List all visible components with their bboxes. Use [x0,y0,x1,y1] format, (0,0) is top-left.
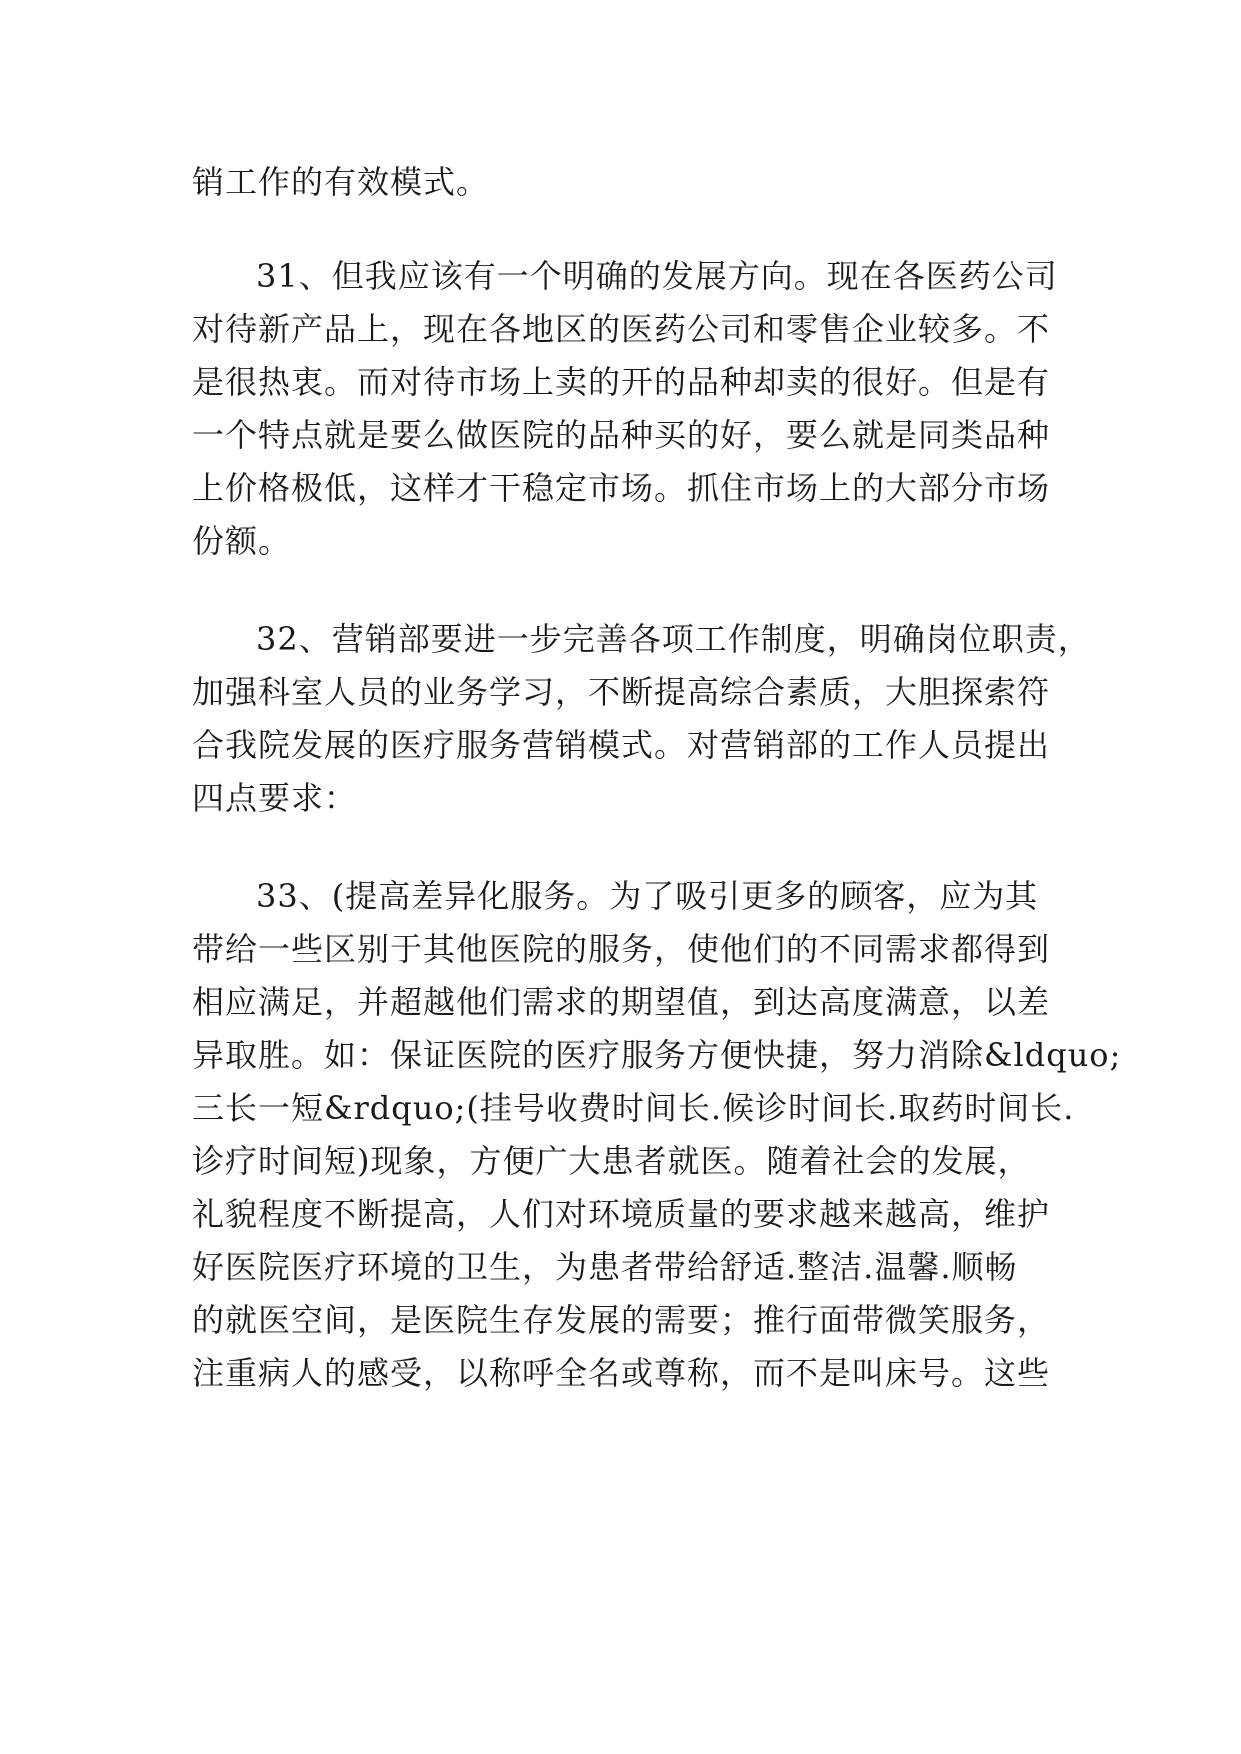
paragraph-31-line-3: 是很热衷。而对待市场上卖的开的品种却卖的很好。但是有 [192,363,1051,401]
paragraph-30-line-1: 销工作的有效模式。 [192,163,490,201]
paragraph-33-line-4: 异取胜。如：保证医院的医疗服务方便快捷，努力消除&ldquo; [192,1036,1122,1074]
paragraph-33-line-3: 相应满足，并超越他们需求的期望值，到达高度满意，以差 [192,983,1051,1021]
paragraph-33-line-10: 注重病人的感受，以称呼全名或尊称，而不是叫床号。这些 [192,1354,1051,1392]
paragraph-33-line-6: 诊疗时间短)现象，方便广大患者就医。随着社会的发展， [192,1142,1031,1180]
paragraph-32-line-1: 32、营销部要进一步完善各项工作制度，明确岗位职责， [256,620,1091,658]
paragraph-33-line-8: 好医院医疗环境的卫生，为患者带给舒适.整洁.温馨.顺畅 [192,1248,1018,1286]
paragraph-32-line-4: 四点要求： [192,779,358,817]
paragraph-33-line-1: 33、(提高差异化服务。为了吸引更多的顾客，应为其 [256,877,1039,915]
paragraph-31-line-5: 上价格极低，这样才干稳定市场。抓住市场上的大部分市场 [192,469,1051,507]
paragraph-33-line-7: 礼貌程度不断提高，人们对环境质量的要求越来越高，维护 [192,1195,1051,1233]
paragraph-31-line-2: 对待新产品上，现在各地区的医药公司和零售企业较多。不 [192,310,1051,348]
paragraph-33-line-2: 带给一些区别于其他医院的服务，使他们的不同需求都得到 [192,930,1051,968]
paragraph-32-line-3: 合我院发展的医疗服务营销模式。对营销部的工作人员提出 [192,726,1051,764]
paragraph-31-line-4: 一个特点就是要么做医院的品种买的好，要么就是同类品种 [192,416,1051,454]
paragraph-33-line-5: 三长一短&rdquo;(挂号收费时间长.候诊时间长.取药时间长. [192,1089,1075,1127]
paragraph-31-line-1: 31、但我应该有一个明确的发展方向。现在各医药公司 [256,257,1058,295]
paragraph-31-line-6: 份额。 [192,522,292,560]
paragraph-32-line-2: 加强科室人员的业务学习，不断提高综合素质，大胆探索符 [192,673,1051,711]
paragraph-33-line-9: 的就医空间，是医院生存发展的需要；推行面带微笑服务， [192,1301,1051,1339]
